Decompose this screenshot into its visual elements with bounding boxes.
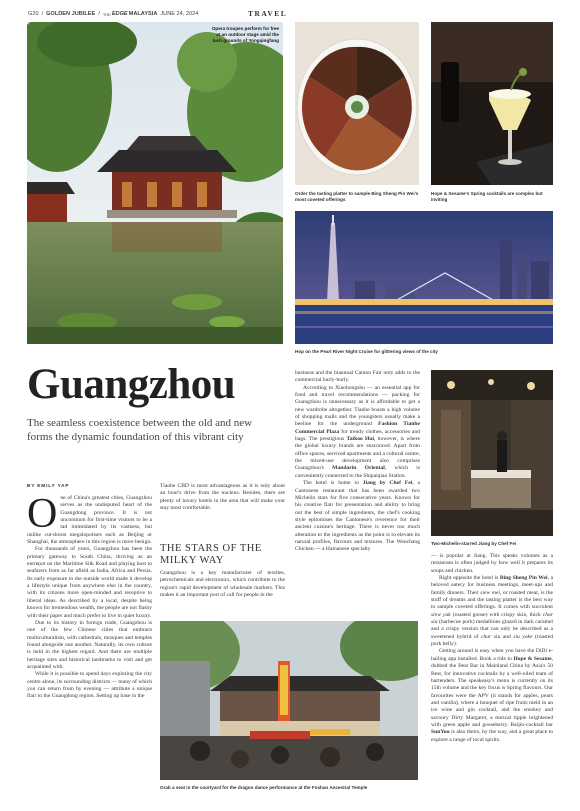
article-column-4: — is popular at Jiang. This speaks volumes as a restaurant is often judged by how well it prepares its soups and chicken. Right opposite the hotel is Bing Sheng Pin Wei, a beloved eatery for business meetings, meet-ups and family dinners. Their siew mei, or roasted meat, is the stuff of dreams and the tasting platter is the best way to sample coveted offerings. It comes with succulent siew yuk (roasted goose) with crispy skin, thick char siu (barbecue pork) medallions glazed in dark caramel and a crispy version that can only be described as a sweetened hybrid of char siu and siu yoke (roasted pork belly). Getting around is easy when you have the DiDi e-hailing app installed. Book a ride to Hope & Sesame, dubbed the Best Bar in Mainland China by Asia's 50 Best, for innovative cocktails by a well-oiled team of bartenders. The speakeasy's menu is currently on its 15th volume and the key focus is Spring flavours. Our favourites were the APV (it stands for apples, pears and vanilla), where a bouquet of ripe fruits meld in an ice wine and gin cocktail, and the smokey and savoury Dirty Margaret, a mezcal tipple brightened with green apple and gooseberry. Baijiu-cocktail bar SunYou is also theirs, by the way, and a great place to explore a range of local spirits. — [431, 553, 553, 743]
page-header: G20 / GOLDEN JUBILEE / THE EDGE MALAYSIA JUNE 24, 2024 — [28, 11, 199, 17]
cocktail-caption: Hope & Sesame's Spring cocktails are complex but inviting — [431, 191, 543, 202]
col1-para-1: ne of China's greatest cities, Guangzhou serves as the undisputed heart of the Guangdong province. It is not uncommon for first-time visitors to be a tad intimidated by its vastness, but unlike cut-throat megalopolises such as Beijing or Shanghai, the atmosphere in this region is more benign. — [27, 495, 152, 546]
ancestral-temple-photo — [160, 621, 418, 780]
mandarin-oriental-link: Mandarin Oriental — [332, 465, 385, 472]
issue-date: JUNE 24, 2024 — [160, 11, 199, 17]
taikoo-hui-link: Taikoo Hui — [346, 436, 375, 443]
col4-text-1: — is popular at Jiang. This speaks volumes as a restaurant is often judged by how well it prepares its soups and chicken. — [431, 553, 553, 574]
brand-prefix: THE — [102, 11, 111, 17]
col3-text-3: for trendy clothes, accessories and bags. The prestigious — [295, 428, 420, 443]
col3-text-7: , a Cantonese restaurant that has been awarded two Michelin stars for five consecutive years. Known for his creative flair for presentation and ability to bring out the best of simple ingredients, the chef's cooking style epitomises the Cantonese's reverence for their ancient cuisine's heritage. There is never too much alteration to the ingredients as the point is to elevate its natural profiles, flavours and textures. The Wenchang Chicken — a Hainanese specialty — [295, 480, 420, 553]
col1-para-4: While it is possible to spend days exploring the city centre alone, its surrounding districts — many of which you can return from by evening — attribute a unique flair to the Guangdong region. Setting up base in the — [27, 671, 152, 700]
tasting-platter-photo — [295, 22, 419, 185]
article-column-2b — [160, 570, 285, 614]
col4-text-9: Getting around is easy when you have the DiDi e-hailing app installed. Book a ride to — [431, 648, 553, 662]
article-column-3 — [295, 370, 420, 616]
river-caption: Hop on the Pearl River Night Cruise for glittering views of the city — [295, 349, 438, 354]
temple-caption: Grab a seat in the courtyard for the dragon dance performance at the Foshan Ancestral Temple — [160, 785, 368, 790]
col3-text-6: The hotel is home to — [303, 480, 363, 487]
sunyou-link: SunYou — [431, 729, 450, 736]
col2-para-2: Guangzhou is a key manufacturer of textiles, petrochemicals and electronics, which contribute to the region's rapid development of wholesale markets. This makes it an important port of call for people in the — [160, 570, 285, 599]
article-title: Guangzhou — [27, 361, 236, 408]
cocktail-photo — [431, 22, 553, 185]
page-number: G20 — [28, 11, 39, 17]
col1-para-2: For thousands of years, Guangzhou has been the primary gateway to South China, thriving as an entrepot on the Maritime Silk Road and playing host to seafarers from as far afield as India, Africa and Persia. Its early exposure to the outside world made it develop a lifestyle unique from anywhere else in the country, with its citizens more open-minded and receptive to liberal ideas. As described by a local, despite being known for tremendous wealth, the people are not flashy with their paper and much prefer to live in quiet luxury. — [27, 546, 152, 619]
article-subtitle: The seamless coexistence between the old and new forms the dynamic foundation of this vibrant city — [27, 417, 253, 443]
issue-label: GOLDEN JUBILEE — [46, 11, 96, 17]
col4-text-2: Right opposite the hotel is — [439, 575, 500, 582]
jiang-link: Jiang by Chef Fei — [362, 480, 413, 487]
col3-text-2: According to Xiaohongshu — an essential app for food and travel recommendations — packing for Guangzhou is unnecessary as it is affordable to get a new wardrobe altogether. Tianhe boasts a high volume of shopping malls and the youngsters usually make a beeline for the underground — [295, 384, 420, 428]
brand-name: EDGE — [111, 11, 128, 17]
fashion-tianhe-link: Fashion Tianhe Commercial Plaza — [295, 421, 420, 435]
opera-caption: Opera troupes perform for free at an outdoor stage amid the lush grounds of Yongqingfang — [211, 26, 279, 43]
article-column-1 — [27, 495, 152, 795]
drop-cap: O — [27, 495, 58, 537]
bing-sheng-link: Bing Sheng Pin Wei — [499, 575, 548, 582]
col3-text-4: , however, is where the global luxury brands are ensconced. Apart from office spaces, serviced apartments and a cultural centre, the mixed-use development also comprises Guangzhou's — [295, 436, 420, 472]
byline: BY EMILY YAP — [27, 484, 70, 489]
brand-suffix: MALAYSIA — [128, 11, 158, 17]
jiang-restaurant-photo — [431, 370, 553, 536]
col2-para-1: Tianhe CBD is most advantageous as it is only about an hour's drive from the nucleus. Besides, there are plenty of luxury hotels in the area that will make your stay most comfortable. — [160, 483, 285, 512]
col1-para-3: Due to its history in foreign trade, Guangzhou is one of the few Chinese cities that embrace multiculturalism, with cathedrals, mosques and temples found alongside one another. Naturally, its own culture is held in the highest regard. And there are multiple heritage sites and historical landmarks to visit and get acquainted with. — [27, 619, 152, 670]
hope-sesame-link: Hope & Sesame — [513, 655, 552, 662]
garden-pavilion-photo — [27, 22, 283, 344]
col3-text-1: business and the biannual Canton Fair only adds to the commercial burly-burly. — [295, 370, 420, 384]
restaurant-caption: Two-Michelin-starred Jiang by Chef Fei — [431, 541, 517, 546]
section-label: TRAVEL — [248, 9, 288, 18]
col4-text-3: , a beloved eatery for business meetings, meet-ups and family dinners. Their — [431, 575, 553, 596]
col3-text-5: , which is conveniently connected to the Shipaiqiao Station. — [295, 465, 420, 479]
platter-caption: Order the tasting platter to sample Bing Sheng Pin Wei's most coveted offerings — [295, 191, 419, 202]
pearl-river-photo — [295, 211, 553, 344]
subheading-milky-way: THE STARS OF THE MILKY WAY — [160, 543, 262, 566]
article-column-2 — [160, 483, 285, 543]
